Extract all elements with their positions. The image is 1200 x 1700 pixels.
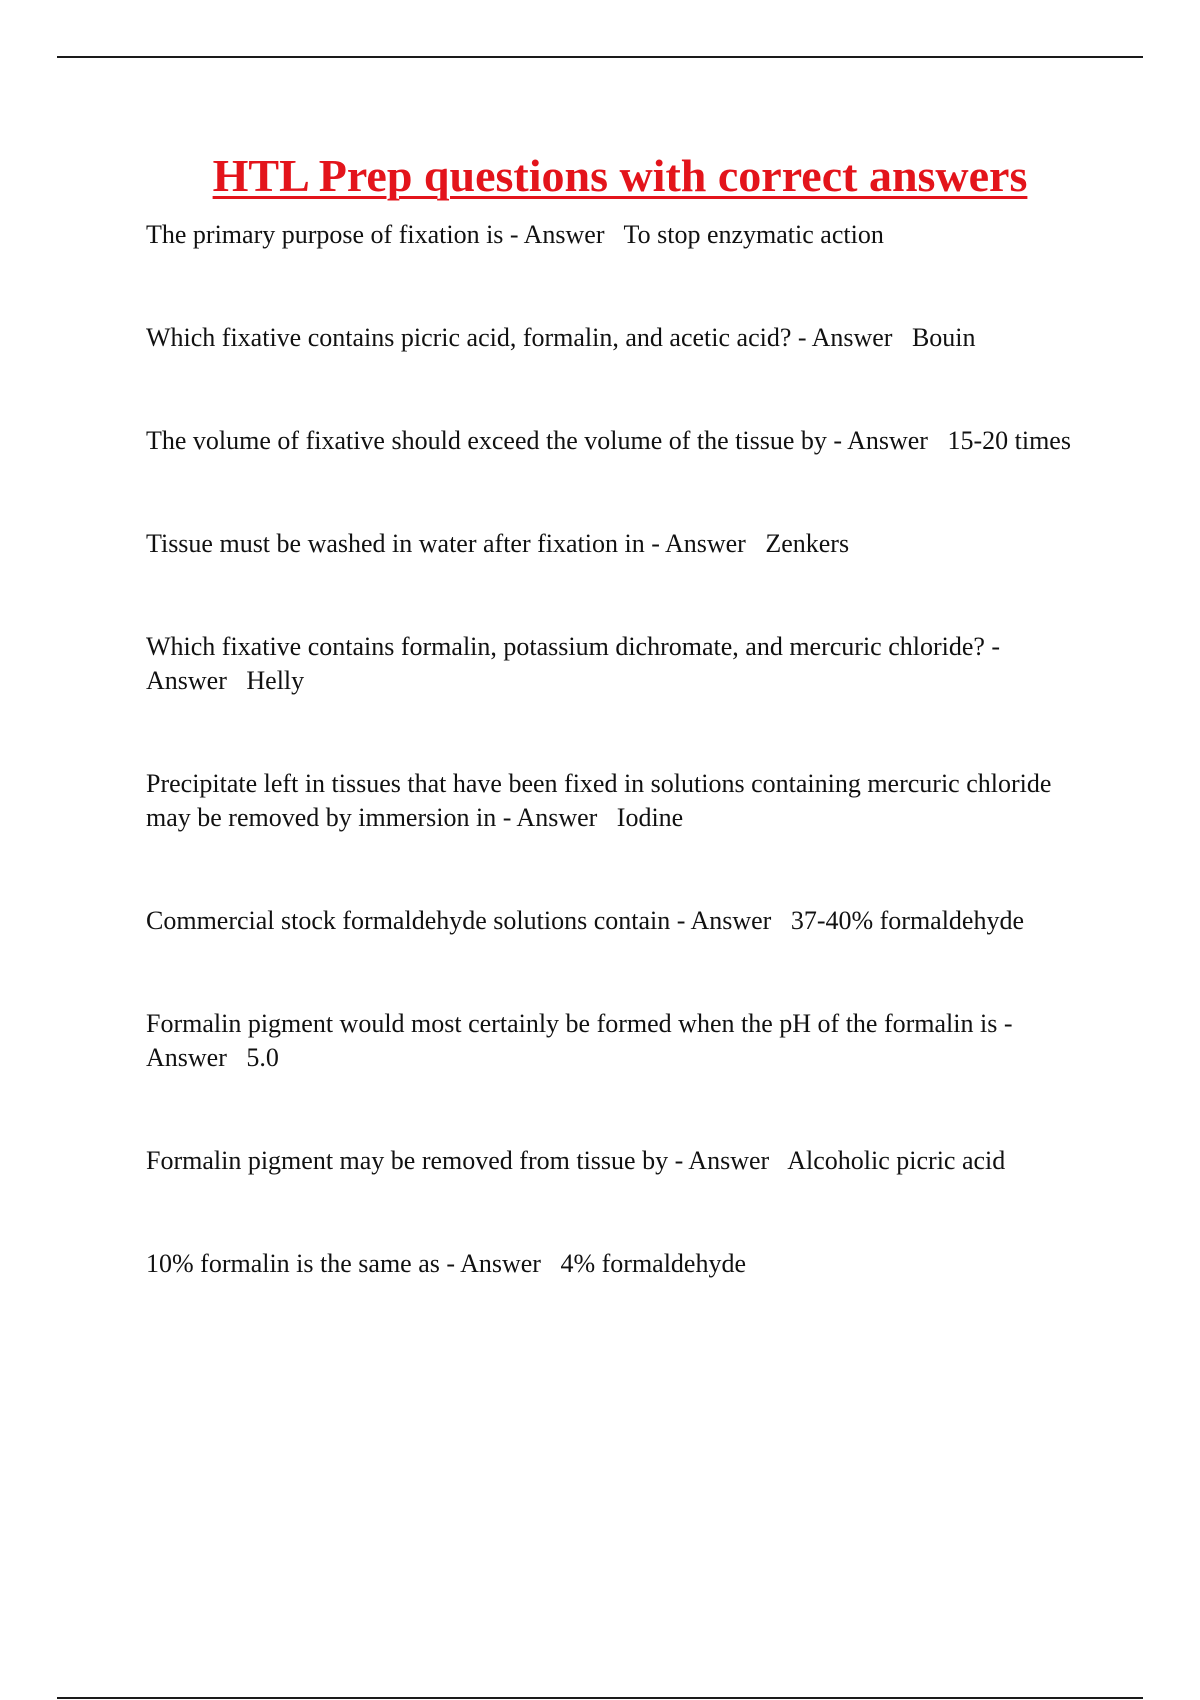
answer-text: Bouin <box>911 323 976 352</box>
qa-item-7 <box>146 904 1086 938</box>
question-text: Formalin pigment would most certainly be formed when the pH of the formalin is - Answer <box>146 1009 1013 1072</box>
qa-item-2 <box>146 321 1086 355</box>
question-text: The volume of fixative should exceed the volume of the tissue by - Answer <box>146 426 928 455</box>
question-text: Formalin pigment may be removed from tissue by - Answer <box>146 1146 770 1175</box>
qa-item-8 <box>146 1007 1086 1075</box>
answer-text: 5.0 <box>246 1043 279 1072</box>
document-title: HTL Prep questions with correct answers <box>212 150 1028 201</box>
qa-item-5 <box>146 630 1086 698</box>
qa-item-4 <box>146 527 1086 561</box>
answer-text: 4% formaldehyde <box>560 1249 747 1278</box>
answer-text: Zenkers <box>765 529 850 558</box>
answer-text: Iodine <box>616 803 684 832</box>
question-text: Which fixative contains formalin, potassium dichromate, and mercuric chloride? - Answer <box>146 632 1001 695</box>
qa-item-3 <box>146 424 1086 458</box>
answer-text: 15-20 times <box>947 426 1071 455</box>
header-rule <box>57 56 1143 58</box>
qa-item-6 <box>146 767 1086 835</box>
qa-item-1 <box>146 218 1086 252</box>
answer-text: Alcoholic picric acid <box>787 1146 1006 1175</box>
question-text: Which fixative contains picric acid, formalin, and acetic acid? - Answer <box>146 323 893 352</box>
answer-text: Helly <box>246 666 305 695</box>
question-text: Tissue must be washed in water after fixation in - Answer <box>146 529 746 558</box>
answer-text: To stop enzymatic action <box>623 220 884 249</box>
question-text: The primary purpose of fixation is - Answer <box>146 220 605 249</box>
answer-text: 37-40% formaldehyde <box>790 906 1025 935</box>
qa-item-9 <box>146 1144 1086 1178</box>
qa-list <box>146 218 1086 1350</box>
question-text: Commercial stock formaldehyde solutions contain - Answer <box>146 906 772 935</box>
question-text: 10% formalin is the same as - Answer <box>146 1249 541 1278</box>
question-text: Precipitate left in tissues that have been fixed in solutions containing mercuric chloride may be removed by immersion in - Answer <box>146 769 1052 832</box>
qa-item-10 <box>146 1247 1086 1281</box>
footer-rule <box>57 1697 1143 1699</box>
